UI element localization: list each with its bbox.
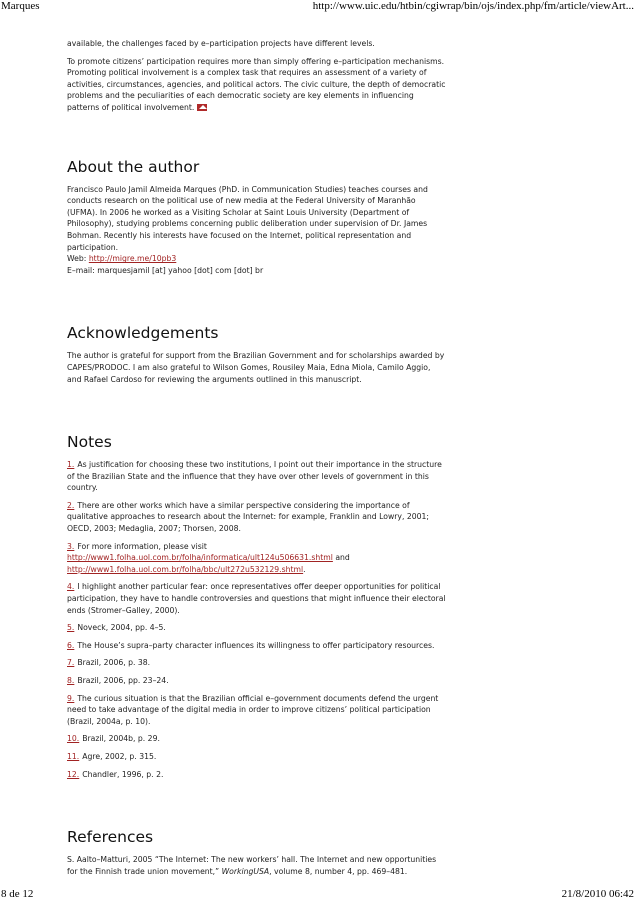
note-5: 5. Noveck, 2004, pp. 4–5. [67,623,166,633]
arrow-up-icon[interactable] [197,104,207,111]
notes-heading: Notes [67,433,112,452]
note-8: 8. Brazil, 2006, pp. 23–24. [67,676,169,685]
note-link-12[interactable]: 12. [67,769,80,779]
folha-link-1[interactable]: http://www1.folha.uol.com.br/folha/informatica/ult124u506631.shtml [67,553,333,563]
note-link-7[interactable]: 7. [67,658,75,668]
ack-text: The author is grateful for support from the Brazilian Government and for scholarships awarded by CAPES/PRODOC. I am also grateful to Wilson Gomes, Rousiley Maia, Edna Miola, Camilo Aggio, and Rafael Cardoso for reviewing the arguments outlined in this manuscript. [67,351,445,384]
print-datetime: 21/8/2010 06:42 [561,888,634,900]
note-1: 1. As justification for choosing these two institutions, I point out their importance in the structure of the Brazilian State and the influence that they have over other levels of government in this country. [67,460,442,493]
journal-title: WorkingUSA [221,866,270,876]
note-10: 10. Brazil, 2004b, p. 29. [67,734,160,744]
reference-1: S. Aalto–Matturi, 2005 “The Internet: The new workers’ hall. The Internet and new opportunities for the Finnish trade union movement,” WorkingUSA, volume 8, number 4, pp. 469–481. [67,855,437,876]
web-line: Web: http://migre.me/10pb3 [67,254,177,264]
note-link-6[interactable]: 6. [67,640,75,650]
note-4: 4. I highlight another particular fear: once representatives offer deeper opportunities for political participation, they have to handle controversies and questions that might influence their electoral ends (Stromer–Galley, 2000). [67,582,446,615]
about-heading: About the author [67,157,200,176]
page-title: Marques [1,0,40,12]
ack-heading: Acknowledgements [67,324,219,343]
note-link-1[interactable]: 1. [67,460,75,470]
note-link-9[interactable]: 9. [67,693,75,703]
author-web-link[interactable]: http://migre.me/10pb3 [88,254,177,264]
note-2: 2. There are other works which have a similar perspective considering the importance of qualitative approaches to research about the Internet: for example, Franklin and Lowry, 2001; OECD, 2003; Medaglia, 2007; Thorsen, 2008. [67,500,430,534]
page-count: 8 de 12 [1,888,34,900]
note-link-10[interactable]: 10. [67,734,80,744]
note-link-5[interactable]: 5. [67,623,75,633]
note-6: 6. The House’s supra–party character influences its willingness to offer participatory resources. [67,640,435,650]
note-12: 12. Chandler, 1996, p. 2. [67,769,164,779]
note-9: 9. The curious situation is that the Brazilian official e–government documents defend the urgent need to take advantage of the digital media in order to improve citizens’ political participation (Brazil, 2004a, p. 10). [67,693,439,726]
article-content [67,38,447,883]
print-header [0,0,638,14]
note-11: 11. Agre, 2002, p. 315. [67,751,157,761]
note-link-3[interactable]: 3. [67,541,75,551]
author-email: E–mail: marquesjamil [at] yahoo [dot] com [dot] br [67,265,264,275]
note-link-2[interactable]: 2. [67,500,75,510]
about-text: Francisco Paulo Jamil Almeida Marques (PhD. in Communication Studies) teaches courses and conducts research on the political use of new media at the Federal University of Maranhão (UFMA). In 2006 he worked as a Visiting Scholar at Saint Louis University (Department of Philosophy), studying problems concerning public deliberation under supervision of Dr. James Bohman. Recently his interests have focused on the Internet, political representation and participation. Web: http://migre.me/10pb3 E–mail: marquesjamil [at] yahoo [dot] com [dot] br [67,184,447,277]
note-link-8[interactable]: 8. [67,676,75,685]
note-link-4[interactable]: 4. [67,582,75,592]
references-heading: References [67,828,154,847]
page-url: http://www.uic.edu/htbin/cgiwrap/bin/ojs/index.php/fm/article/viewArt... [312,0,634,12]
print-footer [0,888,638,902]
note-7: 7. Brazil, 2006, p. 38. [67,658,151,668]
intro-paragraph-2: To promote citizens’ participation requires more than simply offering e–participation mechanisms. Promoting political involvement is a complex task that requires an assessment of a variety of activities, circumstances, agencies, and political actors. The civic culture, the depth of democratic problems and the peculiarities of each democratic society are key elements in influencing patterns of political involvement. [67,56,446,112]
note-link-11[interactable]: 11. [67,751,80,761]
intro-paragraph-1: available, the challenges faced by e–participation projects have different levels. [67,39,375,48]
folha-link-2[interactable]: http://www1.folha.uol.com.br/folha/bbc/ult272u532129.shtml [67,564,304,574]
note-3: 3. For more information, please visit http://www1.folha.uol.com.br/folha/informatica/ult124u506631.shtml and http://www1.folha.uol.com.br/folha/bbc/ult272u532129.shtml. [67,541,350,574]
